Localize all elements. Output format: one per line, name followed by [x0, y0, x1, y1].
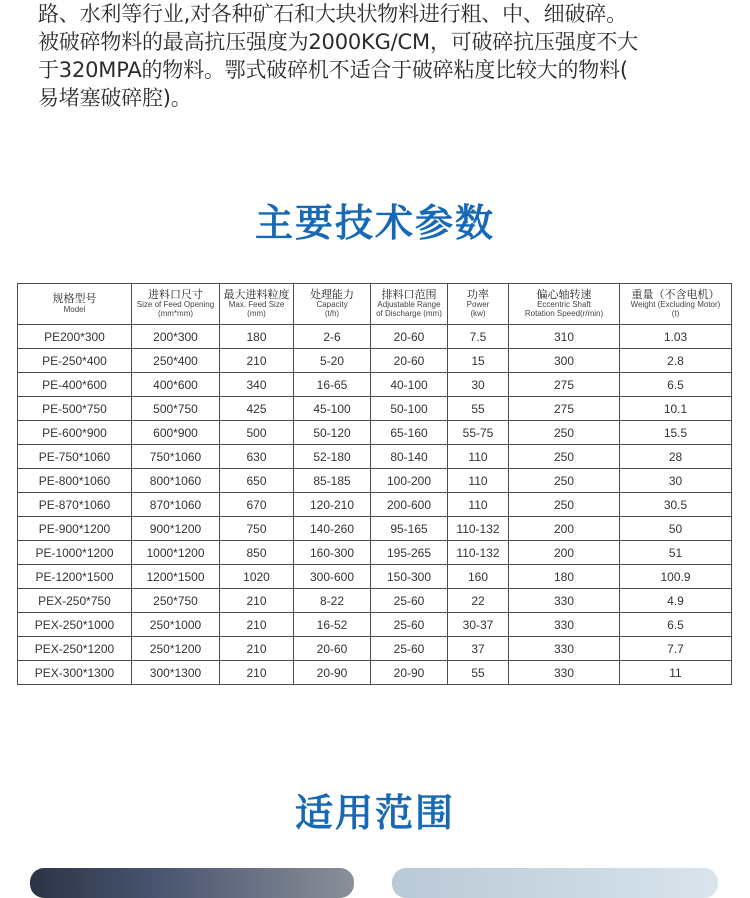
- cell-power: 30-37: [448, 613, 509, 637]
- header-shaft-speed-en: Eccentric Shaft: [537, 300, 591, 310]
- cell-model: PE-750*1060: [18, 445, 132, 469]
- header-max-feed-size-cn: 最大进料粒度: [223, 288, 290, 301]
- table-row: [18, 661, 732, 685]
- cell-max-feed-size: 425: [220, 397, 294, 421]
- specs-table: [17, 283, 732, 685]
- cell-discharge-range: 25-60: [371, 589, 448, 613]
- cell-shaft-speed: 330: [509, 589, 620, 613]
- cell-shaft-speed: 250: [509, 421, 620, 445]
- table-row: [18, 325, 732, 349]
- cell-max-feed-size: 180: [220, 325, 294, 349]
- cell-weight: 100.9: [620, 565, 732, 589]
- cell-capacity: 16-52: [294, 613, 371, 637]
- cell-capacity: 140-260: [294, 517, 371, 541]
- specs-table-body: [18, 325, 732, 685]
- table-row: [18, 565, 732, 589]
- table-row: [18, 469, 732, 493]
- cell-feed-opening: 800*1060: [132, 469, 220, 493]
- cell-discharge-range: 20-60: [371, 349, 448, 373]
- cell-shaft-speed: 250: [509, 445, 620, 469]
- cell-power: 15: [448, 349, 509, 373]
- cell-model: PEX-250*1200: [18, 637, 132, 661]
- header-capacity-unit: (t/h): [324, 308, 340, 318]
- cell-feed-opening: 250*1000: [132, 613, 220, 637]
- cell-discharge-range: 25-60: [371, 637, 448, 661]
- cell-capacity: 300-600: [294, 565, 371, 589]
- header-model: [18, 284, 132, 325]
- cell-shaft-speed: 310: [509, 325, 620, 349]
- cell-weight: 50: [620, 517, 732, 541]
- cell-model: PEX-250*750: [18, 589, 132, 613]
- cell-max-feed-size: 850: [220, 541, 294, 565]
- cell-discharge-range: 20-60: [371, 325, 448, 349]
- cell-model: PE-870*1060: [18, 493, 132, 517]
- cell-max-feed-size: 210: [220, 613, 294, 637]
- cell-max-feed-size: 210: [220, 349, 294, 373]
- header-feed-opening-cn: 进料口尺寸: [148, 288, 203, 301]
- cell-weight: 15.5: [620, 421, 732, 445]
- table-row: [18, 589, 732, 613]
- cell-weight: 30: [620, 469, 732, 493]
- header-shaft-speed-cn: 偏心轴转速: [536, 288, 592, 301]
- cell-feed-opening: 900*1200: [132, 517, 220, 541]
- cell-shaft-speed: 200: [509, 541, 620, 565]
- cell-capacity: 20-90: [294, 661, 371, 685]
- cell-max-feed-size: 500: [220, 421, 294, 445]
- cell-max-feed-size: 670: [220, 493, 294, 517]
- cell-max-feed-size: 210: [220, 637, 294, 661]
- cell-capacity: 85-185: [294, 469, 371, 493]
- cell-max-feed-size: 630: [220, 445, 294, 469]
- cell-discharge-range: 200-600: [371, 493, 448, 517]
- cell-power: 110: [448, 469, 509, 493]
- cell-model: PE-900*1200: [18, 517, 132, 541]
- table-row: [18, 613, 732, 637]
- cell-power: 55: [448, 397, 509, 421]
- header-max-feed-size: [220, 284, 294, 325]
- cell-feed-opening: 250*400: [132, 349, 220, 373]
- header-capacity-cn: 处理能力: [310, 288, 354, 301]
- header-power-en: Power: [466, 300, 490, 310]
- header-power-unit: (kw): [470, 308, 486, 318]
- cell-weight: 2.8: [620, 349, 732, 373]
- cell-max-feed-size: 210: [220, 589, 294, 613]
- header-weight-en: Weight (Excluding Motor): [630, 300, 721, 310]
- cell-weight: 30.5: [620, 493, 732, 517]
- header-feed-opening-en: Size of Feed Opening: [136, 300, 215, 310]
- cell-weight: 7.7: [620, 637, 732, 661]
- cell-power: 110: [448, 493, 509, 517]
- cell-shaft-speed: 275: [509, 373, 620, 397]
- cell-weight: 11: [620, 661, 732, 685]
- table-row: [18, 493, 732, 517]
- cell-model: PEX-250*1000: [18, 613, 132, 637]
- header-discharge-range-en: Adjustable Range: [377, 300, 441, 310]
- cell-feed-opening: 1200*1500: [132, 565, 220, 589]
- cell-feed-opening: 600*900: [132, 421, 220, 445]
- cell-model: PE-250*400: [18, 349, 132, 373]
- cell-capacity: 20-60: [294, 637, 371, 661]
- header-shaft-speed: [509, 284, 620, 325]
- cell-shaft-speed: 330: [509, 613, 620, 637]
- cell-capacity: 120-210: [294, 493, 371, 517]
- header-capacity-en: Capacity: [316, 300, 348, 310]
- cell-weight: 6.5: [620, 613, 732, 637]
- header-shaft-speed-unit: Rotation Speed(r/min): [524, 308, 604, 318]
- cell-weight: 4.9: [620, 589, 732, 613]
- table-row: [18, 373, 732, 397]
- specs-section-title: 主要技术参数: [254, 201, 495, 245]
- cell-capacity: 50-120: [294, 421, 371, 445]
- cell-model: PE200*300: [18, 325, 132, 349]
- cell-shaft-speed: 200: [509, 517, 620, 541]
- header-max-feed-size-unit: (mm): [247, 308, 266, 318]
- cell-power: 110: [448, 445, 509, 469]
- cell-feed-opening: 750*1060: [132, 445, 220, 469]
- cell-shaft-speed: 180: [509, 565, 620, 589]
- cell-power: 55-75: [448, 421, 509, 445]
- header-power-cn: 功率: [467, 288, 489, 301]
- cell-feed-opening: 250*1200: [132, 637, 220, 661]
- cell-model: PE-800*1060: [18, 469, 132, 493]
- cell-max-feed-size: 1020: [220, 565, 294, 589]
- table-row: [18, 445, 732, 469]
- header-weight-unit: (t): [671, 308, 680, 318]
- intro-paragraph: 路、水利等行业,对各种矿石和大块状物料进行粗、中、细破碎。 被破碎物料的最高抗压强度为2000KG/CM，可破碎抗压强度不大 于320MPA的物料。鄂式破碎机不适合于破碎粘度比较大的物料( 易堵塞破碎腔)。: [38, 2, 638, 110]
- table-row: [18, 349, 732, 373]
- table-row: [18, 397, 732, 421]
- application-photo-left: [30, 868, 354, 898]
- cell-weight: 1.03: [620, 325, 732, 349]
- table-row: [18, 421, 732, 445]
- header-feed-opening: [132, 284, 220, 325]
- cell-power: 110-132: [448, 517, 509, 541]
- cell-max-feed-size: 650: [220, 469, 294, 493]
- header-capacity: [294, 284, 371, 325]
- table-row: [18, 541, 732, 565]
- cell-power: 160: [448, 565, 509, 589]
- cell-weight: 28: [620, 445, 732, 469]
- cell-weight: 10.1: [620, 397, 732, 421]
- cell-shaft-speed: 250: [509, 493, 620, 517]
- cell-model: PE-1000*1200: [18, 541, 132, 565]
- cell-capacity: 8-22: [294, 589, 371, 613]
- cell-weight: 51: [620, 541, 732, 565]
- cell-model: PE-400*600: [18, 373, 132, 397]
- cell-feed-opening: 200*300: [132, 325, 220, 349]
- header-weight: [620, 284, 732, 325]
- header-discharge-range-cn: 排料口范围: [381, 288, 437, 301]
- cell-capacity: 45-100: [294, 397, 371, 421]
- header-model-cn: 规格型号: [52, 293, 97, 306]
- cell-discharge-range: 40-100: [371, 373, 448, 397]
- cell-discharge-range: 50-100: [371, 397, 448, 421]
- cell-discharge-range: 150-300: [371, 565, 448, 589]
- cell-discharge-range: 65-160: [371, 421, 448, 445]
- cell-capacity: 2-6: [294, 325, 371, 349]
- cell-shaft-speed: 330: [509, 637, 620, 661]
- scope-section-title: 适用范围: [294, 791, 455, 835]
- cell-weight: 6.5: [620, 373, 732, 397]
- cell-shaft-speed: 275: [509, 397, 620, 421]
- table-row: [18, 517, 732, 541]
- cell-max-feed-size: 210: [220, 661, 294, 685]
- cell-shaft-speed: 250: [509, 469, 620, 493]
- cell-feed-opening: 500*750: [132, 397, 220, 421]
- cell-power: 55: [448, 661, 509, 685]
- header-discharge-range-unit: of Discharge (mm): [376, 308, 442, 318]
- cell-shaft-speed: 300: [509, 349, 620, 373]
- cell-capacity: 52-180: [294, 445, 371, 469]
- cell-feed-opening: 400*600: [132, 373, 220, 397]
- cell-capacity: 5-20: [294, 349, 371, 373]
- cell-feed-opening: 300*1300: [132, 661, 220, 685]
- header-feed-opening-unit: (mm*mm): [157, 308, 194, 318]
- cell-power: 22: [448, 589, 509, 613]
- cell-discharge-range: 100-200: [371, 469, 448, 493]
- header-power: [448, 284, 509, 325]
- cell-discharge-range: 95-165: [371, 517, 448, 541]
- cell-model: PE-600*900: [18, 421, 132, 445]
- header-row: [18, 284, 732, 325]
- cell-discharge-range: 25-60: [371, 613, 448, 637]
- cell-model: PE-1200*1500: [18, 565, 132, 589]
- cell-capacity: 16-65: [294, 373, 371, 397]
- cell-power: 37: [448, 637, 509, 661]
- header-weight-cn: 重量（不含电机）: [631, 288, 720, 301]
- cell-capacity: 160-300: [294, 541, 371, 565]
- specs-table-header: [18, 284, 732, 325]
- cell-discharge-range: 20-90: [371, 661, 448, 685]
- header-model-en: Model: [63, 304, 86, 314]
- cell-discharge-range: 195-265: [371, 541, 448, 565]
- cell-feed-opening: 250*750: [132, 589, 220, 613]
- cell-max-feed-size: 750: [220, 517, 294, 541]
- cell-discharge-range: 80-140: [371, 445, 448, 469]
- cell-shaft-speed: 330: [509, 661, 620, 685]
- header-discharge-range: [371, 284, 448, 325]
- cell-max-feed-size: 340: [220, 373, 294, 397]
- cell-feed-opening: 1000*1200: [132, 541, 220, 565]
- cell-power: 110-132: [448, 541, 509, 565]
- cell-model: PEX-300*1300: [18, 661, 132, 685]
- application-photo-right: [392, 868, 718, 898]
- cell-power: 7.5: [448, 325, 509, 349]
- cell-feed-opening: 870*1060: [132, 493, 220, 517]
- table-row: [18, 637, 732, 661]
- cell-power: 30: [448, 373, 509, 397]
- cell-model: PE-500*750: [18, 397, 132, 421]
- header-max-feed-size-en: Max. Feed Size: [228, 300, 285, 310]
